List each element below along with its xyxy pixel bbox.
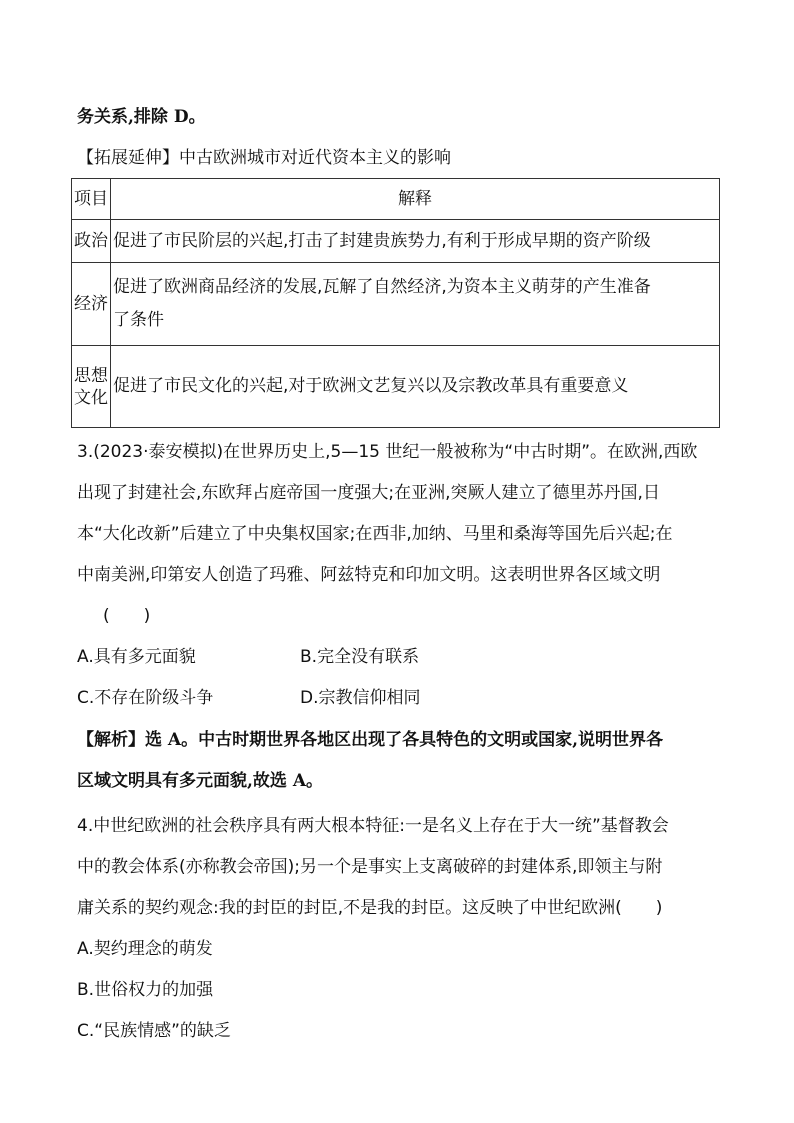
row-explain: 促进了市民文化的兴起,对于欧洲文艺复兴以及宗教改革具有重要意义 (111, 346, 720, 428)
q3-stem-line: 出现了封建社会,东欧拜占庭帝国一度强大;在亚洲,突厥人建立了德里苏丹国,日 (77, 483, 660, 503)
q4-stem-line: 4.中世纪欧洲的社会秩序具有两大根本特征:一是名义上存在于大一统”基督教会 (77, 816, 669, 836)
table-row (72, 263, 720, 346)
header-explain: 解释 (111, 179, 720, 220)
q4-option-a: A.契约理念的萌发 (77, 939, 213, 959)
q4-option-b: B.世俗权力的加强 (77, 980, 214, 1000)
q3-option-b: B.完全没有联系 (300, 647, 420, 667)
q4-stem-line: 中的教会体系(亦称教会帝国);另一个是事实上支离破碎的封建体系,即领主与附 (77, 857, 663, 877)
header-item: 项目 (72, 179, 111, 220)
analysis-label: 【解析】 (77, 730, 145, 750)
q3-analysis-line: 区域文明具有多元面貌,故选 A。 (77, 771, 324, 791)
row-explain-line: 了条件 (113, 310, 164, 330)
extension-heading (77, 146, 451, 170)
table-row (72, 346, 720, 428)
row-explain: 促进了市民阶层的兴起,打击了封建贵族势力,有利于形成早期的资产阶级 (111, 220, 720, 263)
q3-stem-line: 中南美洲,印第安人创造了玛雅、阿兹特克和印加文明。这表明世界各区域文明 (77, 565, 661, 585)
table-row (72, 220, 720, 263)
extension-label: 【拓展延伸】 (77, 148, 179, 168)
row-item-line: 思想 (74, 365, 108, 386)
row-item-line: 文化 (74, 387, 108, 408)
row-item: 政治 (72, 220, 111, 263)
extension-table (71, 178, 720, 428)
q3-analysis (77, 728, 663, 752)
q3-option-d: D.宗教信仰相同 (300, 688, 421, 708)
extension-title: 中古欧洲城市对近代资本主义的影响 (179, 148, 451, 168)
q3-stem-line: 3.(2023·泰安模拟)在世界历史上,5—15 世纪一般被称为“中古时期”。在欧洲,西欧 (77, 442, 698, 462)
analysis-text: 选 A。中古时期世界各地区出现了各具特色的文明或国家,说明世界各 (145, 730, 664, 750)
q3-option-a: A.具有多元面貌 (77, 647, 196, 667)
previous-answer-continuation: 务关系,排除 D。 (77, 107, 206, 127)
row-item (72, 346, 111, 428)
row-explain (111, 263, 720, 346)
row-item: 经济 (72, 263, 111, 346)
q4-option-c: C.“民族情感”的缺乏 (77, 1021, 231, 1041)
q3-stem-line: 本“大化改新”后建立了中央集权国家;在西非,加纳、马里和桑海等国先后兴起;在 (77, 524, 673, 544)
q3-option-c: C.不存在阶级斗争 (77, 688, 214, 708)
q3-answer-blank: ( ) (103, 606, 151, 626)
table-header-row (72, 179, 720, 220)
row-explain-line: 促进了欧洲商品经济的发展,瓦解了自然经济,为资本主义萌芽的产生准备 (113, 277, 651, 297)
q4-stem-line: 庸关系的契约观念:我的封臣的封臣,不是我的封臣。这反映了中世纪欧洲( ) (77, 898, 663, 918)
